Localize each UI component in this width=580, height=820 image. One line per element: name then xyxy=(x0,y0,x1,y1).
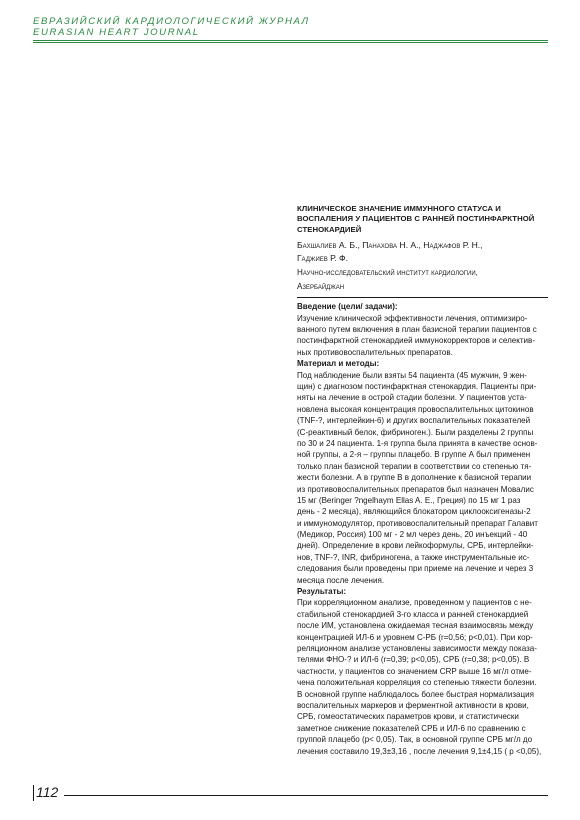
page-number: 112 xyxy=(36,784,59,800)
paragraph-line: ных противовоспалительных препаратов. xyxy=(297,347,453,357)
paragraph-line: постинфарктной стенокардией иммунокорректоров и селектив- xyxy=(297,336,535,346)
article-affiliation xyxy=(297,266,548,294)
paragraph-line: следования были проведены при приеме на лечение и через 3 xyxy=(297,564,534,574)
section-divider xyxy=(297,297,548,298)
paragraph-line: частности, у пациентов со значением CRP выше 16 мг/л отме- xyxy=(297,666,532,676)
paragraph-line: лечения составило 19,3±3,16 , после лечения 9,1±4,15 ( p <0,05), xyxy=(297,746,542,756)
paragraph-line: и иммуномодулятор, противовоспалительный препарат Галавит xyxy=(297,518,538,528)
paragraph-line: концентрацией ИЛ-6 и уровнем С-РБ (r=0,56; p<0,01). При кор- xyxy=(297,632,533,642)
paragraph-line: ной группы, а 2-я – группы плацебо. В группе А был применен xyxy=(297,450,531,460)
paragraph-line: заметное снижение показателей СРБ и ИЛ-6 по сравнению с xyxy=(297,723,526,733)
paragraph-line: Под наблюдение были взяты 54 пациента (45 мужчин, 9 жен- xyxy=(297,370,527,380)
paragraph-line: день - 2 месяца), являющийся блокатором циклооксигеназы-2 xyxy=(297,507,531,517)
paragraph-line: воспалительных маркеров и ферментной активности в крови, xyxy=(297,700,529,710)
paragraph-line: няты на лечение в острой стадии болезни. У пациентов уста- xyxy=(297,393,527,403)
affiliation-line: Научно-исследовательский институт кардиологии, xyxy=(297,268,478,278)
journal-name-ru: ЕВРАЗИЙСКИЙ КАРДИОЛОГИЧЕСКИЙ ЖУРНАЛ xyxy=(33,16,310,27)
footer-rule xyxy=(64,795,548,796)
article-authors xyxy=(297,239,548,265)
footer-tick xyxy=(33,785,34,801)
paragraph-line: дней). Определение в крови лейкоформулы, СРБ, интерлейки- xyxy=(297,541,534,551)
paragraph-line: новлена высокая концентрация провоспалительных цитокинов xyxy=(297,404,534,414)
paragraph-line: реляционном анализе установлены зависимости между показа- xyxy=(297,643,537,653)
paragraph-line: Изучение клинической эффективности лечения, оптимизиро- xyxy=(297,313,528,323)
paragraph-line: чена положительная корреляция со степенью тяжести болезни. xyxy=(297,678,537,688)
paragraph-line: телями ФНО-? и ИЛ-6 (r=0,39; p<0,05), СРБ (r=0,38; p<0,05). В xyxy=(297,655,530,665)
header-rule-bottom xyxy=(33,42,548,43)
paragraph-line: В основной группе наблюдалось более быстрая нормализация xyxy=(297,689,534,699)
section-paragraph xyxy=(297,313,548,359)
paragraph-line: месяца после лечения. xyxy=(297,575,385,585)
paragraph-line: (С-реактивный белок, фибриноген.). Были разделены 2 группы xyxy=(297,427,534,437)
authors-line: Гаджиев Р. Ф. xyxy=(297,253,348,264)
section-heading: Результаты: xyxy=(297,587,347,597)
paragraph-line: группой плацебо (p< 0,05). Так, в основной группе СРБ мг/л до xyxy=(297,735,533,745)
header-rule-top xyxy=(33,40,548,41)
paragraph-line: (Медикор, Россия) 100 мг - 2 мл через день, 20 инъекций - 40 xyxy=(297,530,528,540)
paragraph-line: после ИМ, установлена ожидаемая тесная взаимосвязь между xyxy=(297,621,534,631)
paragraph-line: ванного путем включения в план базисной терапии пациентов с xyxy=(297,325,537,335)
authors-line: Бахшалиев А. Б., Панахова Н. А., Наджафов Р. Н., xyxy=(297,240,483,251)
section-paragraph xyxy=(297,597,548,756)
paragraph-line: 15 мг (Beringer ?ngelhaym Ellas A. E., Греция) по 15 мг 1 раз xyxy=(297,495,521,505)
section-paragraph xyxy=(297,370,548,586)
article-title-line: ВОСПАЛЕНИЯ У ПАЦИЕНТОВ С РАННЕЙ ПОСТИНФАРКТНОЙ xyxy=(297,214,535,224)
journal-name-en: EURASIAN HEART JOURNAL xyxy=(33,27,200,38)
paragraph-line: жести болезни. А в группе В в дополнение к базисной терапии xyxy=(297,473,532,483)
paragraph-line: только план базисной терапии в соответствии со степенью тя- xyxy=(297,461,532,471)
section-heading: Материал и методы: xyxy=(297,359,380,369)
article-column xyxy=(297,204,548,757)
paragraph-line: нов, TNF-?, INR, фибриногена, а также инструментальные ис- xyxy=(297,552,530,562)
paragraph-line: по 30 и 24 пациента. 1-я группа была принята в качестве основ- xyxy=(297,438,538,448)
article-title-line: СТЕНОКАРДИЕЙ xyxy=(297,224,362,234)
affiliation-line: Азербайджан xyxy=(297,282,345,292)
paragraph-line: СРБ, гомеостатических параметров крови, и статистически xyxy=(297,712,519,722)
section-heading: Введение (цели/ задачи): xyxy=(297,302,398,312)
article-body xyxy=(297,301,548,757)
paragraph-line: щин) с диагнозом постинфарктная стенокардия. Пациенты при- xyxy=(297,381,537,391)
paragraph-line: При корреляционном анализе, проведенном у пациентов с не- xyxy=(297,598,532,608)
article-title xyxy=(297,204,548,235)
paragraph-line: стабильной стенокардией 3-го класса и ранней стенокардией xyxy=(297,609,529,619)
article-title-line: КЛИНИЧЕСКОЕ ЗНАЧЕНИЕ ИММУННОГО СТАТУСА И xyxy=(297,204,501,213)
journal-header xyxy=(33,16,310,38)
paragraph-line: из противовоспалительных препаратов был назначен Мовалис xyxy=(297,484,534,494)
paragraph-line: (TNF-?, интерлейкин-6) и других воспалительных показателей xyxy=(297,416,531,426)
